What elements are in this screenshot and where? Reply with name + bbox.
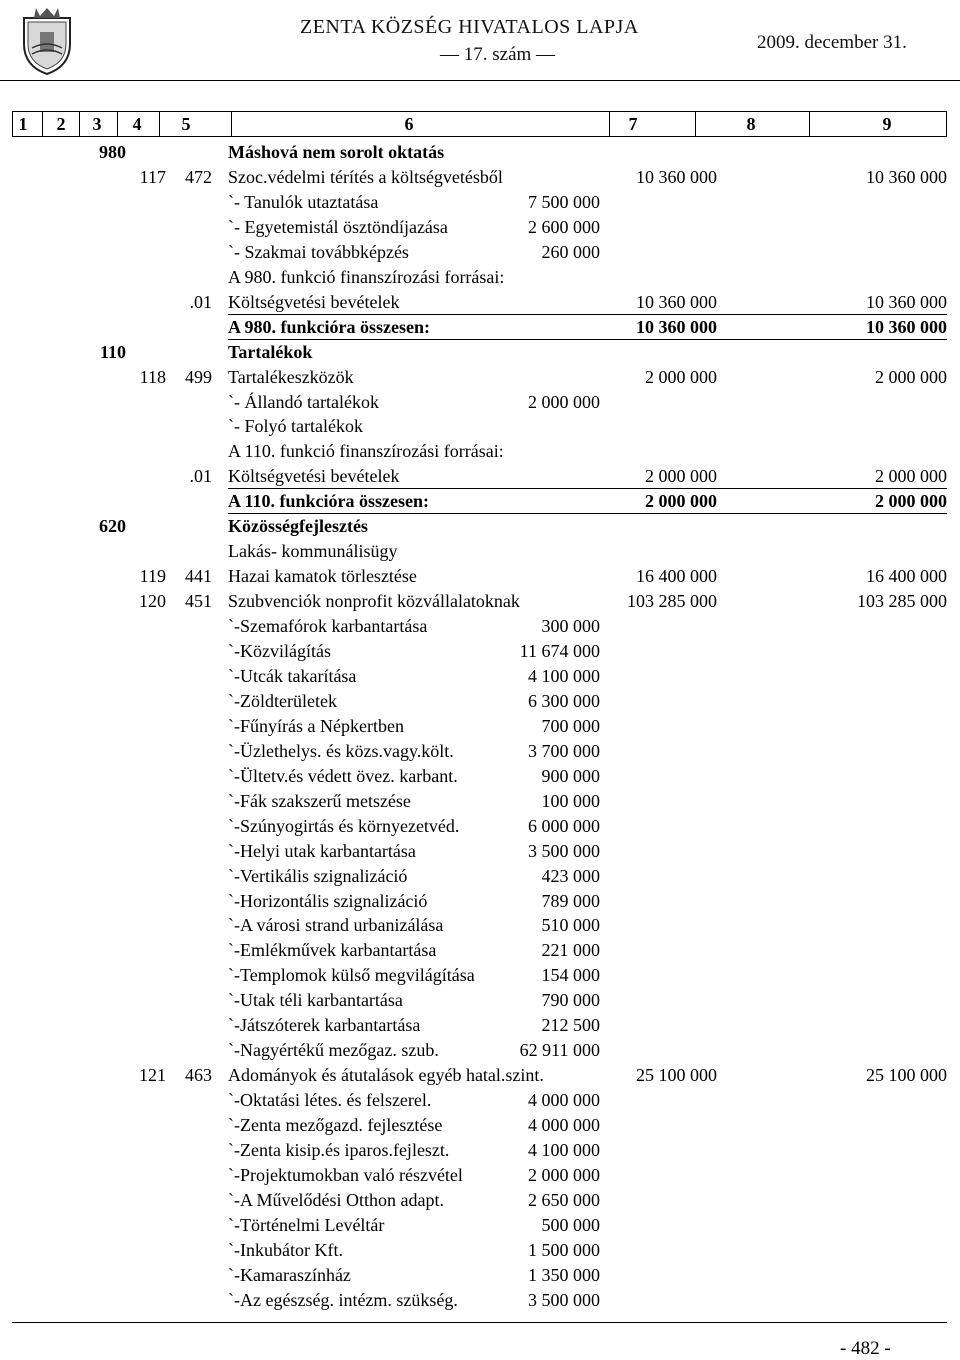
amount-cell: 10 360 000 bbox=[636, 166, 717, 187]
table-row bbox=[0, 714, 960, 738]
description-cell: `-Inkubátor Kft. bbox=[228, 1239, 343, 1260]
description-cell: `- Állandó tartalékok bbox=[228, 391, 379, 412]
column-header-3: 3 bbox=[92, 114, 102, 134]
table-row bbox=[0, 1263, 960, 1287]
description-cell: `-Horizontális szignalizáció bbox=[228, 890, 428, 911]
description-cell: `- Egyetemistál ösztöndíjazása bbox=[228, 216, 448, 237]
description-cell: Szoc.védelmi térítés a költségvetésből bbox=[228, 166, 503, 187]
column-header-1: 1 bbox=[18, 114, 28, 134]
description-cell: `-Üzlethelys. és közs.vagy.költ. bbox=[228, 740, 454, 761]
journal-title: ZENTA KÖZSÉG HIVATALOS LAPJA bbox=[300, 16, 639, 38]
sub-amount-cell: 4 100 000 bbox=[528, 665, 600, 686]
total-cell: 10 360 000 bbox=[866, 316, 947, 337]
table-row bbox=[0, 739, 960, 763]
column-header-8: 8 bbox=[746, 114, 756, 134]
description-cell: `-A városi strand urbanizálása bbox=[228, 915, 444, 936]
total-cell: 2 000 000 bbox=[875, 491, 947, 512]
sub-amount-cell: 100 000 bbox=[541, 790, 600, 811]
description-cell: `-Templomok külső megvilágítása bbox=[228, 965, 475, 986]
item-cell: 118 bbox=[139, 366, 166, 387]
sub-amount-cell: 423 000 bbox=[541, 865, 600, 886]
description-cell: `-Játszóterek karbantartása bbox=[228, 1015, 421, 1036]
description-cell: Tartalékeszközök bbox=[228, 366, 354, 387]
table-row bbox=[0, 839, 960, 863]
table-row bbox=[0, 390, 960, 414]
table-row bbox=[0, 489, 960, 513]
description-cell: A 980. funkció finanszírozási forrásai: bbox=[228, 266, 505, 287]
table-row bbox=[0, 539, 960, 563]
column-divider bbox=[231, 112, 232, 136]
description-cell: Közösségfejlesztés bbox=[228, 516, 368, 537]
code-cell: 980 bbox=[99, 142, 126, 162]
table-row bbox=[0, 514, 960, 538]
sub-amount-cell: 3 500 000 bbox=[528, 840, 600, 861]
sub-amount-cell: 7 500 000 bbox=[528, 191, 600, 212]
sub-amount-cell: 1 500 000 bbox=[528, 1239, 600, 1260]
description-cell: `-Projektumokban való részvétel bbox=[228, 1164, 463, 1185]
column-header-row bbox=[12, 111, 947, 137]
sub-amount-cell: 1 350 000 bbox=[528, 1264, 600, 1285]
description-cell: `-Az egészség. intézm. szükség. bbox=[228, 1289, 458, 1310]
total-cell: 10 360 000 bbox=[866, 166, 947, 187]
description-cell: Lakás- kommunálisügy bbox=[228, 541, 398, 562]
amount-cell: 103 285 000 bbox=[627, 591, 717, 612]
sub-amount-cell: 790 000 bbox=[541, 990, 600, 1011]
table-row bbox=[0, 1163, 960, 1187]
table-row bbox=[0, 589, 960, 613]
total-cell: 2 000 000 bbox=[875, 366, 947, 387]
description-cell: `-Utak téli karbantartása bbox=[228, 990, 403, 1011]
column-header-4: 4 bbox=[132, 114, 142, 134]
column-header-6: 6 bbox=[404, 114, 414, 134]
description-cell: Tartalékok bbox=[228, 341, 313, 362]
sub-amount-cell: 2 000 000 bbox=[528, 1164, 600, 1185]
footer-divider bbox=[12, 1322, 947, 1323]
issue-date: 2009. december 31. bbox=[757, 32, 907, 53]
description-cell: `-Fűnyírás a Népkertben bbox=[228, 715, 404, 736]
total-cell: 16 400 000 bbox=[866, 566, 947, 587]
table-row bbox=[0, 414, 960, 438]
description-cell: `-Történelmi Levéltár bbox=[228, 1214, 385, 1235]
table-row bbox=[0, 764, 960, 788]
column-divider bbox=[695, 112, 696, 136]
table-row bbox=[0, 564, 960, 588]
account-cell: 463 bbox=[185, 1065, 212, 1086]
account-cell: 451 bbox=[185, 591, 212, 612]
table-row bbox=[0, 1213, 960, 1237]
sub-amount-cell: 2 000 000 bbox=[528, 391, 600, 412]
sub-amount-cell: 4 000 000 bbox=[528, 1115, 600, 1136]
description-cell: `-Közvilágítás bbox=[228, 641, 331, 661]
table-row bbox=[0, 1088, 960, 1112]
description-cell: A 110. funkcióra összesen: bbox=[228, 491, 430, 512]
table-row bbox=[0, 864, 960, 888]
account-cell: 441 bbox=[185, 566, 212, 587]
table-row bbox=[0, 1013, 960, 1037]
table-row bbox=[0, 913, 960, 937]
amount-cell: 10 360 000 bbox=[636, 316, 717, 337]
sub-amount-cell: 260 000 bbox=[541, 241, 600, 262]
sub-amount-cell: 154 000 bbox=[541, 965, 600, 986]
description-cell: Szubvenciók nonprofit közvállalatoknak bbox=[228, 591, 520, 612]
item-cell: 120 bbox=[139, 591, 166, 612]
table-row bbox=[0, 140, 960, 164]
amount-cell: 2 000 000 bbox=[645, 366, 717, 387]
account-cell: 472 bbox=[185, 166, 212, 187]
sub-amount-cell: 300 000 bbox=[541, 616, 600, 637]
sub-amount-cell: 3 500 000 bbox=[528, 1289, 600, 1310]
column-header-5: 5 bbox=[181, 114, 191, 134]
table-row bbox=[0, 1063, 960, 1087]
description-cell: `-Zöldterületek bbox=[228, 690, 337, 711]
description-cell: A 980. funkcióra összesen: bbox=[228, 316, 430, 337]
sub-amount-cell: 510 000 bbox=[541, 915, 600, 936]
sub-amount-cell: 500 000 bbox=[541, 1214, 600, 1235]
code-cell: 110 bbox=[99, 341, 126, 362]
table-row bbox=[0, 165, 960, 189]
description-cell: `-A Művelődési Otthon adapt. bbox=[228, 1189, 444, 1210]
sub-amount-cell: 221 000 bbox=[541, 940, 600, 961]
total-cell: 10 360 000 bbox=[866, 291, 947, 312]
table-row bbox=[0, 639, 960, 663]
amount-cell: 25 100 000 bbox=[636, 1065, 717, 1086]
table-row bbox=[0, 938, 960, 962]
table-row bbox=[0, 464, 960, 488]
column-header-2: 2 bbox=[56, 114, 66, 134]
issue-number: ― 17. szám ― bbox=[440, 44, 556, 65]
sub-amount-cell: 4 100 000 bbox=[528, 1140, 600, 1160]
sub-amount-cell: 2 650 000 bbox=[528, 1189, 600, 1210]
description-cell: `-Utcák takarítása bbox=[228, 665, 357, 686]
table-row bbox=[0, 1288, 960, 1312]
total-cell: 25 100 000 bbox=[866, 1065, 947, 1086]
description-cell: `-Fák szakszerű metszése bbox=[228, 790, 411, 811]
amount-cell: 10 360 000 bbox=[636, 291, 717, 312]
table-row bbox=[0, 215, 960, 239]
table-row bbox=[0, 889, 960, 913]
sub-amount-cell: 6 300 000 bbox=[528, 690, 600, 711]
amount-cell: 2 000 000 bbox=[645, 491, 717, 512]
table-row bbox=[0, 988, 960, 1012]
description-cell: `-Ültetv.és védett övez. karbant. bbox=[228, 765, 458, 786]
table-row bbox=[0, 1038, 960, 1062]
table-row bbox=[0, 789, 960, 813]
description-cell: `- Tanulók utaztatása bbox=[228, 191, 379, 212]
table-row bbox=[0, 689, 960, 713]
account-cell: .01 bbox=[189, 291, 212, 312]
sub-amount-cell: 3 700 000 bbox=[528, 740, 600, 761]
account-cell: .01 bbox=[189, 466, 212, 487]
account-cell: 499 bbox=[185, 366, 212, 387]
table-row bbox=[0, 1113, 960, 1137]
total-cell: 103 285 000 bbox=[857, 591, 947, 612]
item-cell: 119 bbox=[139, 566, 166, 587]
description-cell: `-Szemafórok karbantartása bbox=[228, 616, 428, 637]
sub-amount-cell: 11 674 000 bbox=[519, 641, 600, 661]
table-row bbox=[0, 240, 960, 264]
table-row bbox=[0, 439, 960, 463]
description-cell: `-Emlékművek karbantartása bbox=[228, 940, 437, 961]
description-cell: A 110. funkció finanszírozási forrásai: bbox=[228, 441, 504, 462]
sub-amount-cell: 4 000 000 bbox=[528, 1090, 600, 1111]
table-row bbox=[0, 814, 960, 838]
table-row bbox=[0, 664, 960, 688]
description-cell: Máshová nem sorolt oktatás bbox=[228, 142, 445, 162]
table-row bbox=[0, 1188, 960, 1212]
description-cell: `- Folyó tartalékok bbox=[228, 416, 363, 437]
table-row bbox=[0, 365, 960, 389]
description-cell: `-Zenta kisip.és iparos.fejleszt. bbox=[228, 1140, 450, 1160]
item-cell: 117 bbox=[139, 166, 166, 187]
table-row bbox=[0, 963, 960, 987]
amount-cell: 2 000 000 bbox=[645, 466, 717, 487]
table-row bbox=[0, 1238, 960, 1262]
table-row bbox=[0, 1138, 960, 1162]
sub-amount-cell: 212 500 bbox=[541, 1015, 600, 1036]
table-row bbox=[0, 315, 960, 339]
code-cell: 620 bbox=[99, 516, 126, 537]
description-cell: Adományok és átutalások egyéb hatal.szint. bbox=[228, 1065, 544, 1086]
sub-amount-cell: 900 000 bbox=[541, 765, 600, 786]
sub-amount-cell: 700 000 bbox=[541, 715, 600, 736]
table-row bbox=[0, 265, 960, 289]
column-divider bbox=[609, 112, 610, 136]
page-number: - 482 - bbox=[840, 1338, 891, 1359]
description-cell: `-Kamaraszínház bbox=[228, 1264, 351, 1285]
description-cell: Hazai kamatok törlesztése bbox=[228, 566, 417, 587]
header-divider bbox=[0, 80, 960, 81]
table-row bbox=[0, 340, 960, 364]
description-cell: Költségvetési bevételek bbox=[228, 291, 400, 312]
description-cell: `-Oktatási létes. és felszerel. bbox=[228, 1090, 432, 1111]
table-row bbox=[0, 290, 960, 314]
description-cell: `-Szúnyogirtás és környezetvéd. bbox=[228, 815, 460, 836]
column-divider bbox=[809, 112, 810, 136]
column-divider bbox=[159, 112, 160, 136]
description-cell: `- Szakmai továbbképzés bbox=[228, 241, 409, 262]
coat-of-arms-icon bbox=[18, 4, 76, 76]
amount-cell: 16 400 000 bbox=[636, 566, 717, 587]
description-cell: `-Zenta mezőgazd. fejlesztése bbox=[228, 1115, 443, 1136]
sub-amount-cell: 2 600 000 bbox=[528, 216, 600, 237]
column-header-9: 9 bbox=[882, 114, 892, 134]
column-header-7: 7 bbox=[628, 114, 638, 134]
description-cell: `-Vertikális szignalizáció bbox=[228, 865, 408, 886]
description-cell: `-Helyi utak karbantartása bbox=[228, 840, 416, 861]
sub-amount-cell: 62 911 000 bbox=[519, 1040, 600, 1061]
sub-amount-cell: 6 000 000 bbox=[528, 815, 600, 836]
description-cell: `-Nagyértékű mezőgaz. szub. bbox=[228, 1040, 439, 1061]
description-cell: Költségvetési bevételek bbox=[228, 466, 400, 487]
table-row bbox=[0, 190, 960, 214]
sub-amount-cell: 789 000 bbox=[541, 890, 600, 911]
total-cell: 2 000 000 bbox=[875, 466, 947, 487]
table-row bbox=[0, 614, 960, 638]
item-cell: 121 bbox=[139, 1065, 166, 1086]
